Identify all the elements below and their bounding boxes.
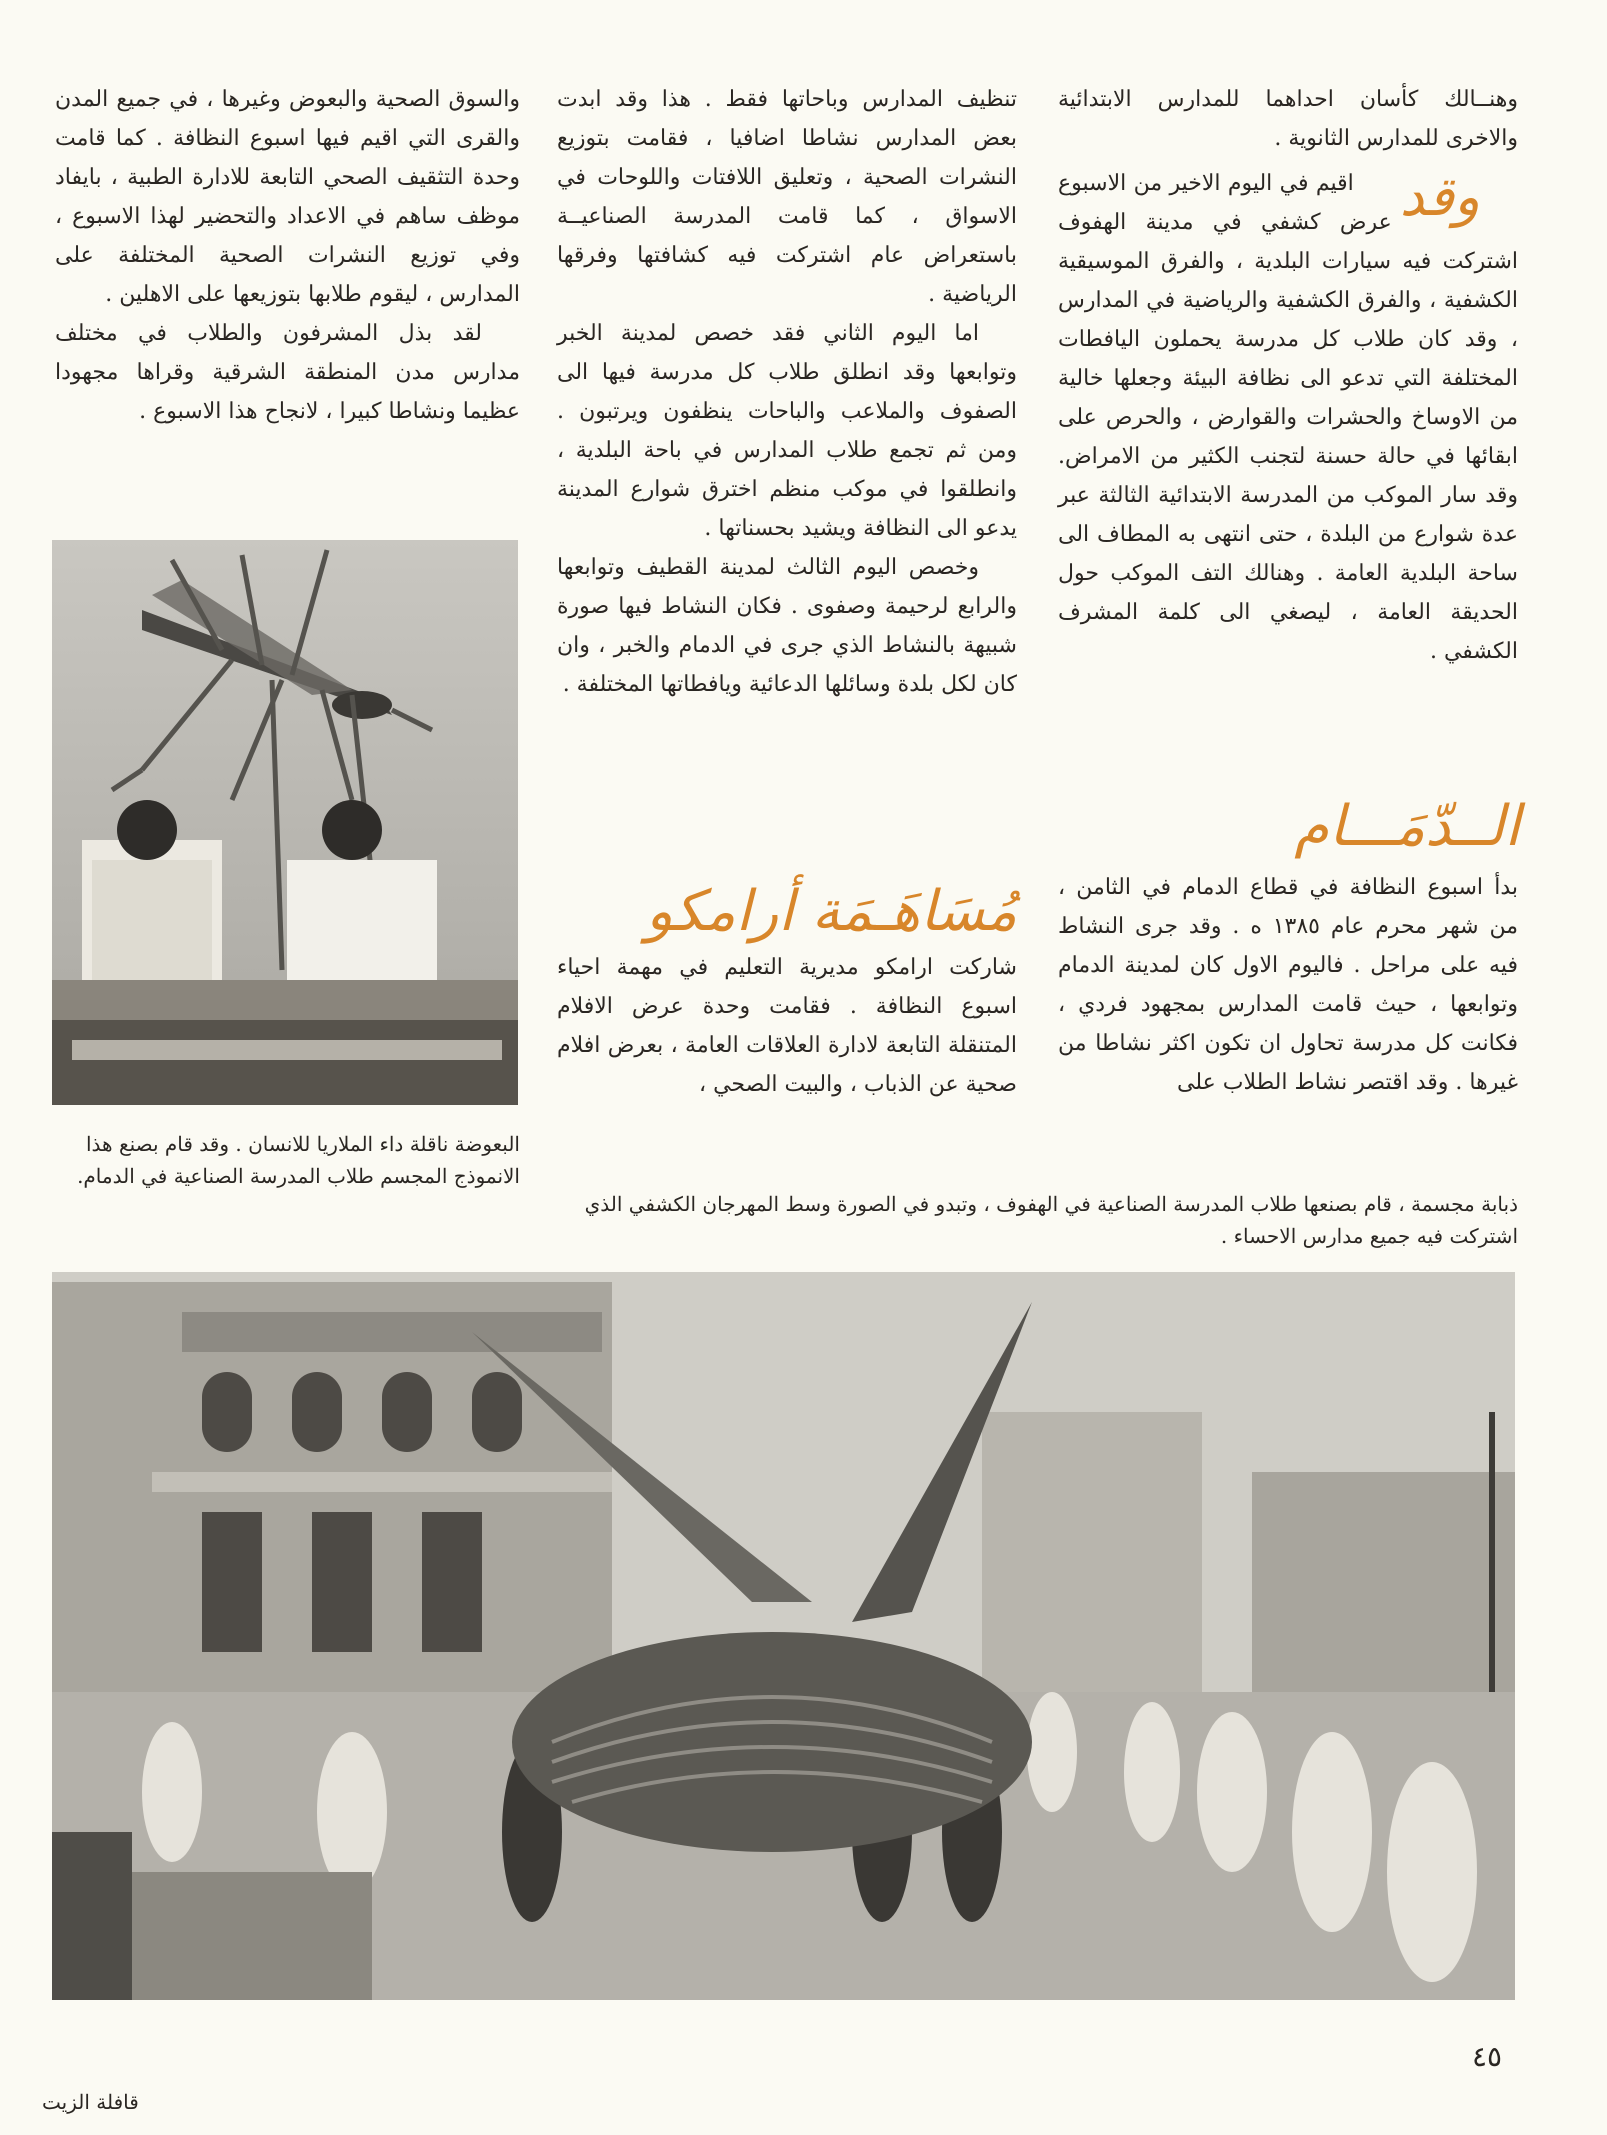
page-number: ٤٥: [1472, 2040, 1503, 2073]
magazine-name: قافلة الزيت: [42, 2090, 139, 2114]
paragraph: وخصص اليوم الثالث لمدينة القطيف وتوابعها والرابع لرحيمة وصفوى . فكان النشاط فيها صورة شبيهة بالنشاط الذي جرى في الدمام والخبر ، وان كان لكل بلدة وسائلها الدعائية ويافطاتها المختلفة .: [557, 555, 1017, 697]
article-column-left: [55, 80, 520, 431]
fly-parade-illustration: [52, 1272, 1515, 2000]
mosquito-photo-caption: البعوضة ناقلة داء الملاريا للانسان . وقد قام بصنع هذا الانموذج المجسم طلاب المدرسة الصناعية في الدمام.: [77, 1132, 520, 1188]
paragraph-text: اقيم في اليوم الاخير من الاسبوع عرض كشفي في مدينة الهفوف اشتركت فيه سيارات البلدية ، والفرق الموسيقية الكشفية ، والفرق الكشفية والرياضية في المدارس ، وقد كان طلاب كل مدرسة يحملون اليافطات المختلفة التي تدعو الى نظافة البيئة وجعلها خالية من الاوساخ والحشرات والقوارض ، والحرص على ابقائها في حالة حسنة لتجنب الكثير من الامراض. وقد سار الموكب من المدرسة الابتدائية الثالثة عبر عدة شوارع من البلدة ، حتى انتهى به المطاف الى ساحة البلدية العامة . وهنالك التف الموكب حول الحديقة العامة ، ليصغي الى كلمة المشرف الكشفي .: [1058, 171, 1518, 664]
paragraph: لقد بذل المشرفون والطلاب في مختلف مدارس مدن المنطقة الشرقية وقراها مجهودا عظيما ونشاطا كبيرا ، لانجاح هذا الاسبوع .: [55, 321, 520, 424]
fly-photo-caption: ذبابة مجسمة ، قام بصنعها طلاب المدرسة الصناعية في الهفوف ، وتبدو في الصورة وسط المهرجان الكشفي الذي اشتركت فيه جميع مدارس الاحساء .: [584, 1192, 1518, 1248]
paragraph: تنظيف المدارس وباحاتها فقط . هذا وقد ابدت بعض المدارس نشاطا اضافيا ، فقامت بتوزيع النشرات الصحية ، وتعليق اللافتات واللوحات في الاسواق ، كما قامت المدرسة الصناعيــة باستعراض عام اشتركت فيه كشافتها وفرقها الرياضية .: [557, 87, 1017, 307]
mosquito-model-photo: [52, 540, 518, 1105]
fly-parade-photo: [52, 1272, 1515, 2000]
article-column-middle-lower: [557, 948, 1017, 1104]
paragraph: والسوق الصحية والبعوض وغيرها ، في جميع المدن والقرى التي اقيم فيها اسبوع النظافة . كما قامت وحدة التثقيف الصحي التابعة للادارة الطبية ، بايفاد موظف ساهم في الاعداد والتحضير لهذا الاسبوع ، وفي توزيع النشرات الصحية المختلفة على المدارس ، ليقوم طلابها بتوزيعها على الاهلين .: [55, 87, 520, 307]
article-column-right: [1058, 80, 1518, 671]
article-column-middle: [557, 80, 1017, 704]
paragraph: شاركت ارامكو مديرية التعليم في مهمة احياء اسبوع النظافة . فقامت وحدة عرض الافلام المتنقلة التابعة لادارة العلاقات العامة ، بعرض افلام صحية عن الذباب ، والبيت الصحي ،: [557, 955, 1017, 1097]
section-heading-dammam: الــدّمَـــام: [1294, 794, 1520, 859]
section-heading-aramco: مُسَاهَـمَة أرامكو: [645, 879, 1017, 944]
mosquito-photo-illustration: [52, 540, 518, 1105]
paragraph: بدأ اسبوع النظافة في قطاع الدمام في الثامن ، من شهر محرم عام ١٣٨٥ ه . وقد جرى النشاط فيه على مراحل . فاليوم الاول كان لمدينة الدمام وتوابعها ، حيث قامت المدارس بمجهود فردي ، فكانت كل مدرسة تحاول ان تكون اكثر نشاطا من غيرها . وقد اقتصر نشاط الطلاب على: [1058, 875, 1518, 1095]
drop-cap: وقد: [1399, 165, 1480, 228]
paragraph: اما اليوم الثاني فقد خصص لمدينة الخبر وتوابعها وقد انطلق طلاب كل مدرسة فيها الى الصفوف والملاعب والباحات ينظفون ويرتبون . ومن ثم تجمع طلاب المدارس في باحة البلدية ، وانطلقوا في موكب منظم اخترق شوارع المدينة يدعو الى النظافة ويشيد بحسناتها .: [557, 321, 1017, 541]
paragraph: وهنــالك كأسان احداهما للمدارس الابتدائية والاخرى للمدارس الثانوية .: [1058, 87, 1518, 151]
paragraph: [1058, 164, 1518, 671]
article-column-right-lower: [1058, 868, 1518, 1102]
